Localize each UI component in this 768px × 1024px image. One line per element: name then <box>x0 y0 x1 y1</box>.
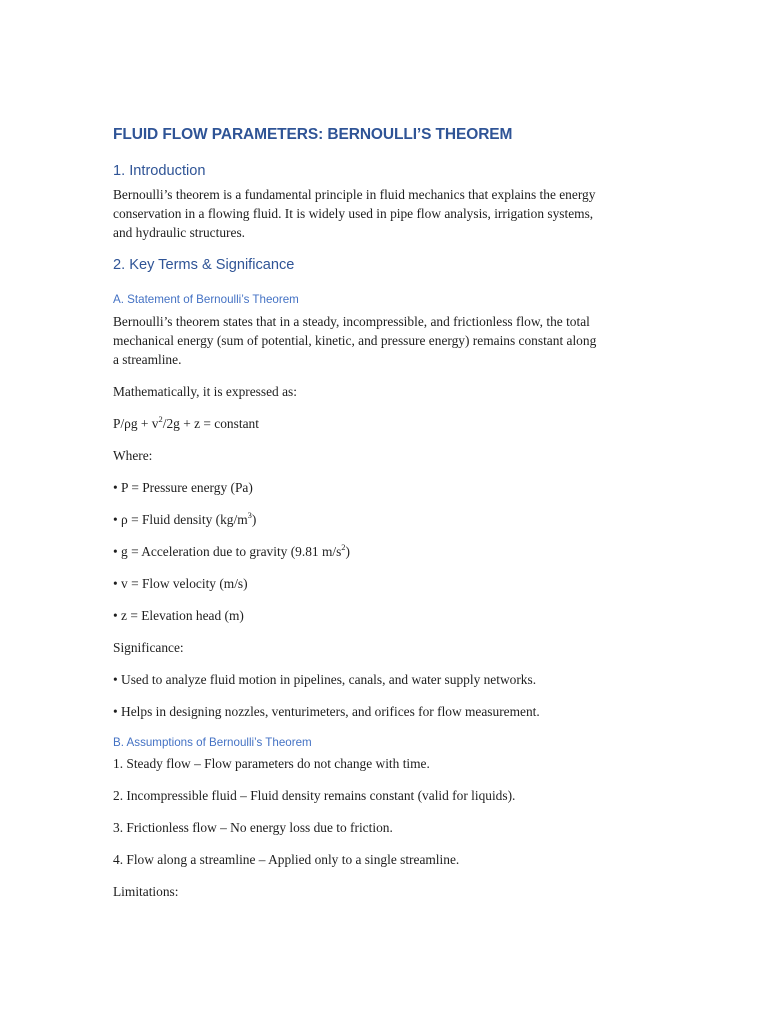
definition-density <box>113 510 658 529</box>
paragraph-line: mechanical energy (sum of potential, kinetic, and pressure energy) remains constant along <box>113 333 597 348</box>
bernoulli-formula <box>113 414 658 433</box>
introduction-paragraph <box>113 185 658 242</box>
assumption-item: 1. Steady flow – Flow parameters do not change with time. <box>113 756 430 771</box>
where-label: Where: <box>113 448 153 463</box>
definition-elevation: • z = Elevation head (m) <box>113 608 244 623</box>
definition-gravity <box>113 542 658 561</box>
definition-text: • ρ = Fluid density (kg/m <box>113 512 248 527</box>
definition-pressure: • P = Pressure energy (Pa) <box>113 480 253 495</box>
definition-velocity: • v = Flow velocity (m/s) <box>113 576 248 591</box>
unit-superscript: 2 <box>341 541 346 552</box>
document-title: FLUID FLOW PARAMETERS: BERNOULLI’S THEOREM <box>113 126 513 143</box>
limitations-label: Limitations: <box>113 884 179 899</box>
assumption-item: 4. Flow along a streamline – Applied only to a single streamline. <box>113 852 460 867</box>
formula-text: P/ρg + v <box>113 416 159 431</box>
definition-text: • g = Acceleration due to gravity (9.81 m/s <box>113 544 342 559</box>
paragraph-line: and hydraulic structures. <box>113 225 246 240</box>
subsection-heading-assumptions: B. Assumptions of Bernoulli’s Theorem <box>113 736 312 749</box>
formula-text: /2g + z = constant <box>162 416 259 431</box>
definition-text: ) <box>251 512 257 527</box>
unit-superscript: 3 <box>247 509 252 520</box>
paragraph-line: a streamline. <box>113 352 182 367</box>
subsection-heading-statement: A. Statement of Bernoulli’s Theorem <box>113 293 299 306</box>
section-heading-introduction: 1. Introduction <box>113 163 206 179</box>
assumption-item: 2. Incompressible fluid – Fluid density remains constant (valid for liquids). <box>113 788 516 803</box>
formula-superscript: 2 <box>158 413 163 424</box>
significance-label: Significance: <box>113 640 184 655</box>
significance-item: • Helps in designing nozzles, venturimeters, and orifices for flow measurement. <box>113 704 540 719</box>
section-heading-key-terms: 2. Key Terms & Significance <box>113 257 295 273</box>
paragraph-line: Bernoulli’s theorem is a fundamental principle in fluid mechanics that explains the energy <box>113 187 596 202</box>
paragraph-line: conservation in a flowing fluid. It is widely used in pipe flow analysis, irrigation systems, <box>113 206 594 221</box>
statement-paragraph <box>113 312 658 369</box>
significance-item: • Used to analyze fluid motion in pipelines, canals, and water supply networks. <box>113 672 537 687</box>
paragraph-line: Bernoulli’s theorem states that in a steady, incompressible, and frictionless flow, the total <box>113 314 590 329</box>
assumption-item: 3. Frictionless flow – No energy loss due to friction. <box>113 820 393 835</box>
math-intro: Mathematically, it is expressed as: <box>113 384 297 399</box>
definition-text: ) <box>345 544 351 559</box>
